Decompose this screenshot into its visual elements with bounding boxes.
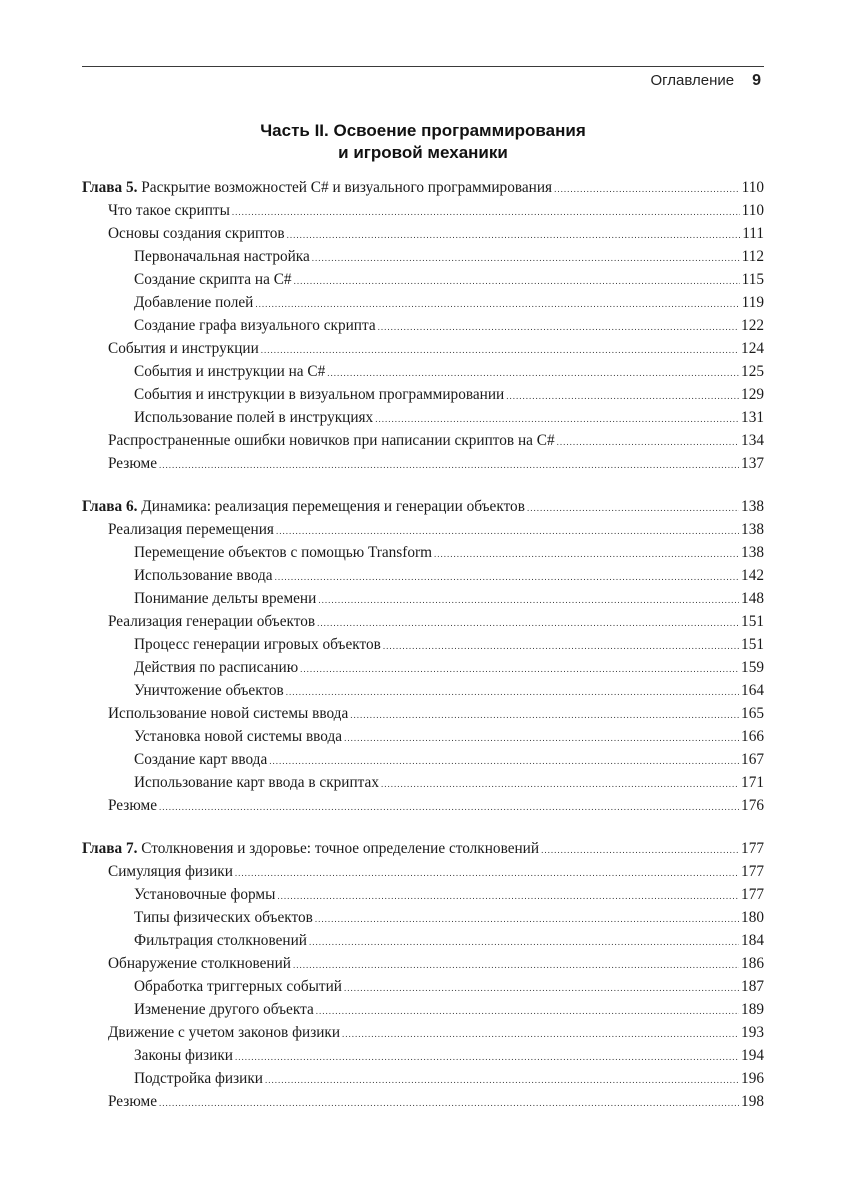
toc-entry-title: Основы создания скриптов — [108, 225, 285, 242]
toc-subsection-entry[interactable] — [82, 587, 764, 610]
toc-subsection-entry[interactable] — [82, 929, 764, 952]
toc-page-number: 151 — [741, 636, 764, 653]
toc-subsection-entry[interactable] — [82, 1067, 764, 1090]
dot-leader — [317, 612, 739, 635]
toc-section-entry[interactable] — [82, 452, 764, 475]
toc-subsection-entry[interactable] — [82, 1044, 764, 1067]
part-title-line-1: Часть II. Освоение программирования — [260, 121, 586, 140]
toc-page-number: 138 — [741, 498, 764, 515]
dot-leader — [318, 589, 739, 612]
toc-page-number: 134 — [741, 432, 764, 449]
toc-chapter-title — [82, 176, 552, 199]
chapter-name: Раскрытие возможностей C# и визуального программирования — [141, 179, 553, 196]
chapter-label: Глава 5. — [82, 179, 138, 196]
toc-section-entry[interactable] — [82, 199, 764, 222]
toc-section-entry[interactable] — [82, 794, 764, 817]
part-title — [82, 120, 764, 164]
dot-leader — [261, 339, 739, 362]
toc-chapter-title — [82, 837, 539, 860]
dot-leader — [541, 839, 739, 862]
toc-entry-title: Что такое скрипты — [108, 202, 230, 219]
toc-subsection-entry[interactable] — [82, 771, 764, 794]
toc-page-number: 196 — [741, 1070, 764, 1087]
chapter-name: Столкновения и здоровье: точное определение столкновений — [141, 840, 540, 857]
toc-section-entry[interactable] — [82, 702, 764, 725]
toc-page-number: 177 — [741, 886, 764, 903]
chapter-gap — [82, 817, 764, 837]
dot-leader — [434, 543, 739, 566]
toc-page-number: 180 — [741, 909, 764, 926]
toc-entry-title: Создание карт ввода — [134, 751, 268, 768]
part-title-line-2: и игровой механики — [338, 143, 508, 162]
header-rule — [82, 66, 764, 67]
toc-page-number: 166 — [741, 728, 764, 745]
toc-page-number: 198 — [741, 1093, 764, 1110]
toc-page-number: 151 — [741, 613, 764, 630]
toc-page-number: 186 — [741, 955, 764, 972]
dot-leader — [312, 247, 740, 270]
toc-subsection-entry[interactable] — [82, 268, 764, 291]
toc-section-entry[interactable] — [82, 610, 764, 633]
toc-entry-title: Создание скрипта на C# — [134, 271, 292, 288]
toc-section-entry[interactable] — [82, 337, 764, 360]
toc-section-entry[interactable] — [82, 518, 764, 541]
toc-page-number: 138 — [741, 521, 764, 538]
toc-entry-title: Установочные формы — [134, 886, 276, 903]
toc-page-number: 110 — [741, 179, 764, 196]
toc-subsection-entry[interactable] — [82, 998, 764, 1021]
toc-page-number: 129 — [741, 386, 764, 403]
toc-page-number: 148 — [741, 590, 764, 607]
toc-page-number: 184 — [741, 932, 764, 949]
dot-leader — [276, 520, 739, 543]
toc-entry-title: Подстройка физики — [134, 1070, 263, 1087]
toc-page-number: 142 — [741, 567, 764, 584]
toc-section-entry[interactable] — [82, 222, 764, 245]
chapter-gap — [82, 475, 764, 495]
toc-entry-title: Действия по расписанию — [134, 659, 299, 676]
dot-leader — [294, 270, 740, 293]
toc-chapter-title — [82, 495, 525, 518]
dot-leader — [255, 293, 739, 316]
dot-leader — [344, 727, 739, 750]
toc-entry-title: Распространенные ошибки новичков при написании скриптов на C# — [108, 432, 555, 449]
toc-entry-title: События и инструкции — [108, 340, 259, 357]
toc-subsection-entry[interactable] — [82, 291, 764, 314]
toc-page-number: 111 — [742, 225, 764, 242]
dot-leader — [557, 431, 739, 454]
toc-chapter-entry[interactable] — [82, 176, 764, 199]
toc-entry-title: Использование карт ввода в скриптах — [134, 774, 379, 791]
toc-entry-title: Законы физики — [134, 1047, 233, 1064]
dot-leader — [235, 1046, 739, 1069]
toc-entry-title: Использование ввода — [134, 567, 273, 584]
toc-section-entry[interactable] — [82, 860, 764, 883]
dot-leader — [327, 362, 739, 385]
toc-subsection-entry[interactable] — [82, 725, 764, 748]
toc-page-number: 167 — [741, 751, 764, 768]
toc-entry-title: Реализация генерации объектов — [108, 613, 316, 630]
dot-leader — [350, 704, 739, 727]
toc-subsection-entry[interactable] — [82, 656, 764, 679]
toc-subsection-entry[interactable] — [82, 245, 764, 268]
toc-page-number: 115 — [741, 271, 764, 288]
dot-leader — [269, 750, 739, 773]
toc-entry-title: Первоначальная настройка — [134, 248, 310, 265]
toc-subsection-entry[interactable] — [82, 406, 764, 429]
toc-page-number: 110 — [741, 202, 764, 219]
toc-entry-title: Движение с учетом законов физики — [108, 1024, 341, 1041]
toc-page-number: 119 — [741, 294, 764, 311]
table-of-contents — [82, 176, 764, 1113]
dot-leader — [315, 908, 739, 931]
toc-section-entry[interactable] — [82, 1021, 764, 1044]
toc-entry-title: Перемещение объектов с помощью Transform — [134, 544, 432, 561]
toc-subsection-entry[interactable] — [82, 883, 764, 906]
toc-page-number: 176 — [741, 797, 764, 814]
dot-leader — [344, 977, 739, 1000]
page-number: 9 — [752, 72, 761, 89]
dot-leader — [235, 862, 739, 885]
toc-page-number: 189 — [741, 1001, 764, 1018]
toc-subsection-entry[interactable] — [82, 748, 764, 771]
toc-subsection-entry[interactable] — [82, 314, 764, 337]
dot-leader — [309, 931, 739, 954]
toc-entry-title: Процесс генерации игровых объектов — [134, 636, 381, 653]
dot-leader — [277, 885, 739, 908]
dot-leader — [554, 178, 740, 201]
dot-leader — [286, 681, 739, 704]
toc-page-number: 164 — [741, 682, 764, 699]
dot-leader — [375, 408, 739, 431]
running-header-section: Оглавление — [650, 72, 735, 89]
chapter-name: Динамика: реализация перемещения и генерации объектов — [141, 498, 525, 515]
toc-entry-title: Понимание дельты времени — [134, 590, 317, 607]
dot-leader — [293, 954, 739, 977]
dot-leader — [506, 385, 739, 408]
toc-entry-title: Симуляция физики — [108, 863, 233, 880]
dot-leader — [316, 1000, 739, 1023]
toc-page-number: 131 — [741, 409, 764, 426]
toc-entry-title: Типы физических объектов — [134, 909, 313, 926]
toc-subsection-entry[interactable] — [82, 383, 764, 406]
toc-section-entry[interactable] — [82, 1090, 764, 1113]
toc-entry-title: События и инструкции в визуальном программировании — [134, 386, 505, 403]
dot-leader — [381, 773, 739, 796]
toc-entry-title: Уничтожение объектов — [134, 682, 284, 699]
toc-page-number: 159 — [741, 659, 764, 676]
toc-page-number: 193 — [741, 1024, 764, 1041]
toc-entry-title: Реализация перемещения — [108, 521, 274, 538]
toc-page-number: 125 — [741, 363, 764, 380]
toc-page-number: 112 — [741, 248, 764, 265]
toc-entry-title: Фильтрация столкновений — [134, 932, 307, 949]
toc-section-entry[interactable] — [82, 429, 764, 452]
toc-entry-title: События и инструкции на C# — [134, 363, 326, 380]
toc-entry-title: Добавление полей — [134, 294, 254, 311]
toc-subsection-entry[interactable] — [82, 633, 764, 656]
dot-leader — [265, 1069, 739, 1092]
dot-leader — [287, 224, 741, 247]
dot-leader — [159, 1092, 739, 1115]
toc-page-number: 171 — [741, 774, 764, 791]
chapter-label: Глава 7. — [82, 840, 138, 857]
toc-page-number: 187 — [741, 978, 764, 995]
toc-page-number: 137 — [741, 455, 764, 472]
toc-page-number: 122 — [741, 317, 764, 334]
dot-leader — [275, 566, 739, 589]
toc-entry-title: Резюме — [108, 797, 158, 814]
toc-page-number: 177 — [741, 863, 764, 880]
toc-entry-title: Установка новой системы ввода — [134, 728, 343, 745]
dot-leader — [159, 454, 739, 477]
toc-page-number: 177 — [741, 840, 764, 857]
dot-leader — [342, 1023, 739, 1046]
toc-entry-title: Использование новой системы ввода — [108, 705, 349, 722]
toc-chapter-entry[interactable] — [82, 495, 764, 518]
toc-entry-title: Резюме — [108, 455, 158, 472]
toc-entry-title: Использование полей в инструкциях — [134, 409, 374, 426]
toc-subsection-entry[interactable] — [82, 564, 764, 587]
toc-page-number: 194 — [741, 1047, 764, 1064]
dot-leader — [159, 796, 739, 819]
dot-leader — [378, 316, 739, 339]
toc-subsection-entry[interactable] — [82, 679, 764, 702]
toc-entry-title: Резюме — [108, 1093, 158, 1110]
dot-leader — [527, 497, 739, 520]
toc-entry-title: Создание графа визуального скрипта — [134, 317, 376, 334]
dot-leader — [232, 201, 740, 224]
toc-subsection-entry[interactable] — [82, 975, 764, 998]
toc-page-number: 165 — [741, 705, 764, 722]
toc-entry-title: Обработка триггерных событий — [134, 978, 342, 995]
toc-entry-title: Изменение другого объекта — [134, 1001, 314, 1018]
toc-chapter-entry[interactable] — [82, 837, 764, 860]
toc-section-entry[interactable] — [82, 952, 764, 975]
toc-page-number: 124 — [741, 340, 764, 357]
running-header — [650, 72, 761, 90]
dot-leader — [300, 658, 739, 681]
dot-leader — [383, 635, 739, 658]
toc-entry-title: Обнаружение столкновений — [108, 955, 291, 972]
chapter-label: Глава 6. — [82, 498, 138, 515]
toc-subsection-entry[interactable] — [82, 906, 764, 929]
toc-subsection-entry[interactable] — [82, 541, 764, 564]
toc-subsection-entry[interactable] — [82, 360, 764, 383]
toc-page-number: 138 — [741, 544, 764, 561]
